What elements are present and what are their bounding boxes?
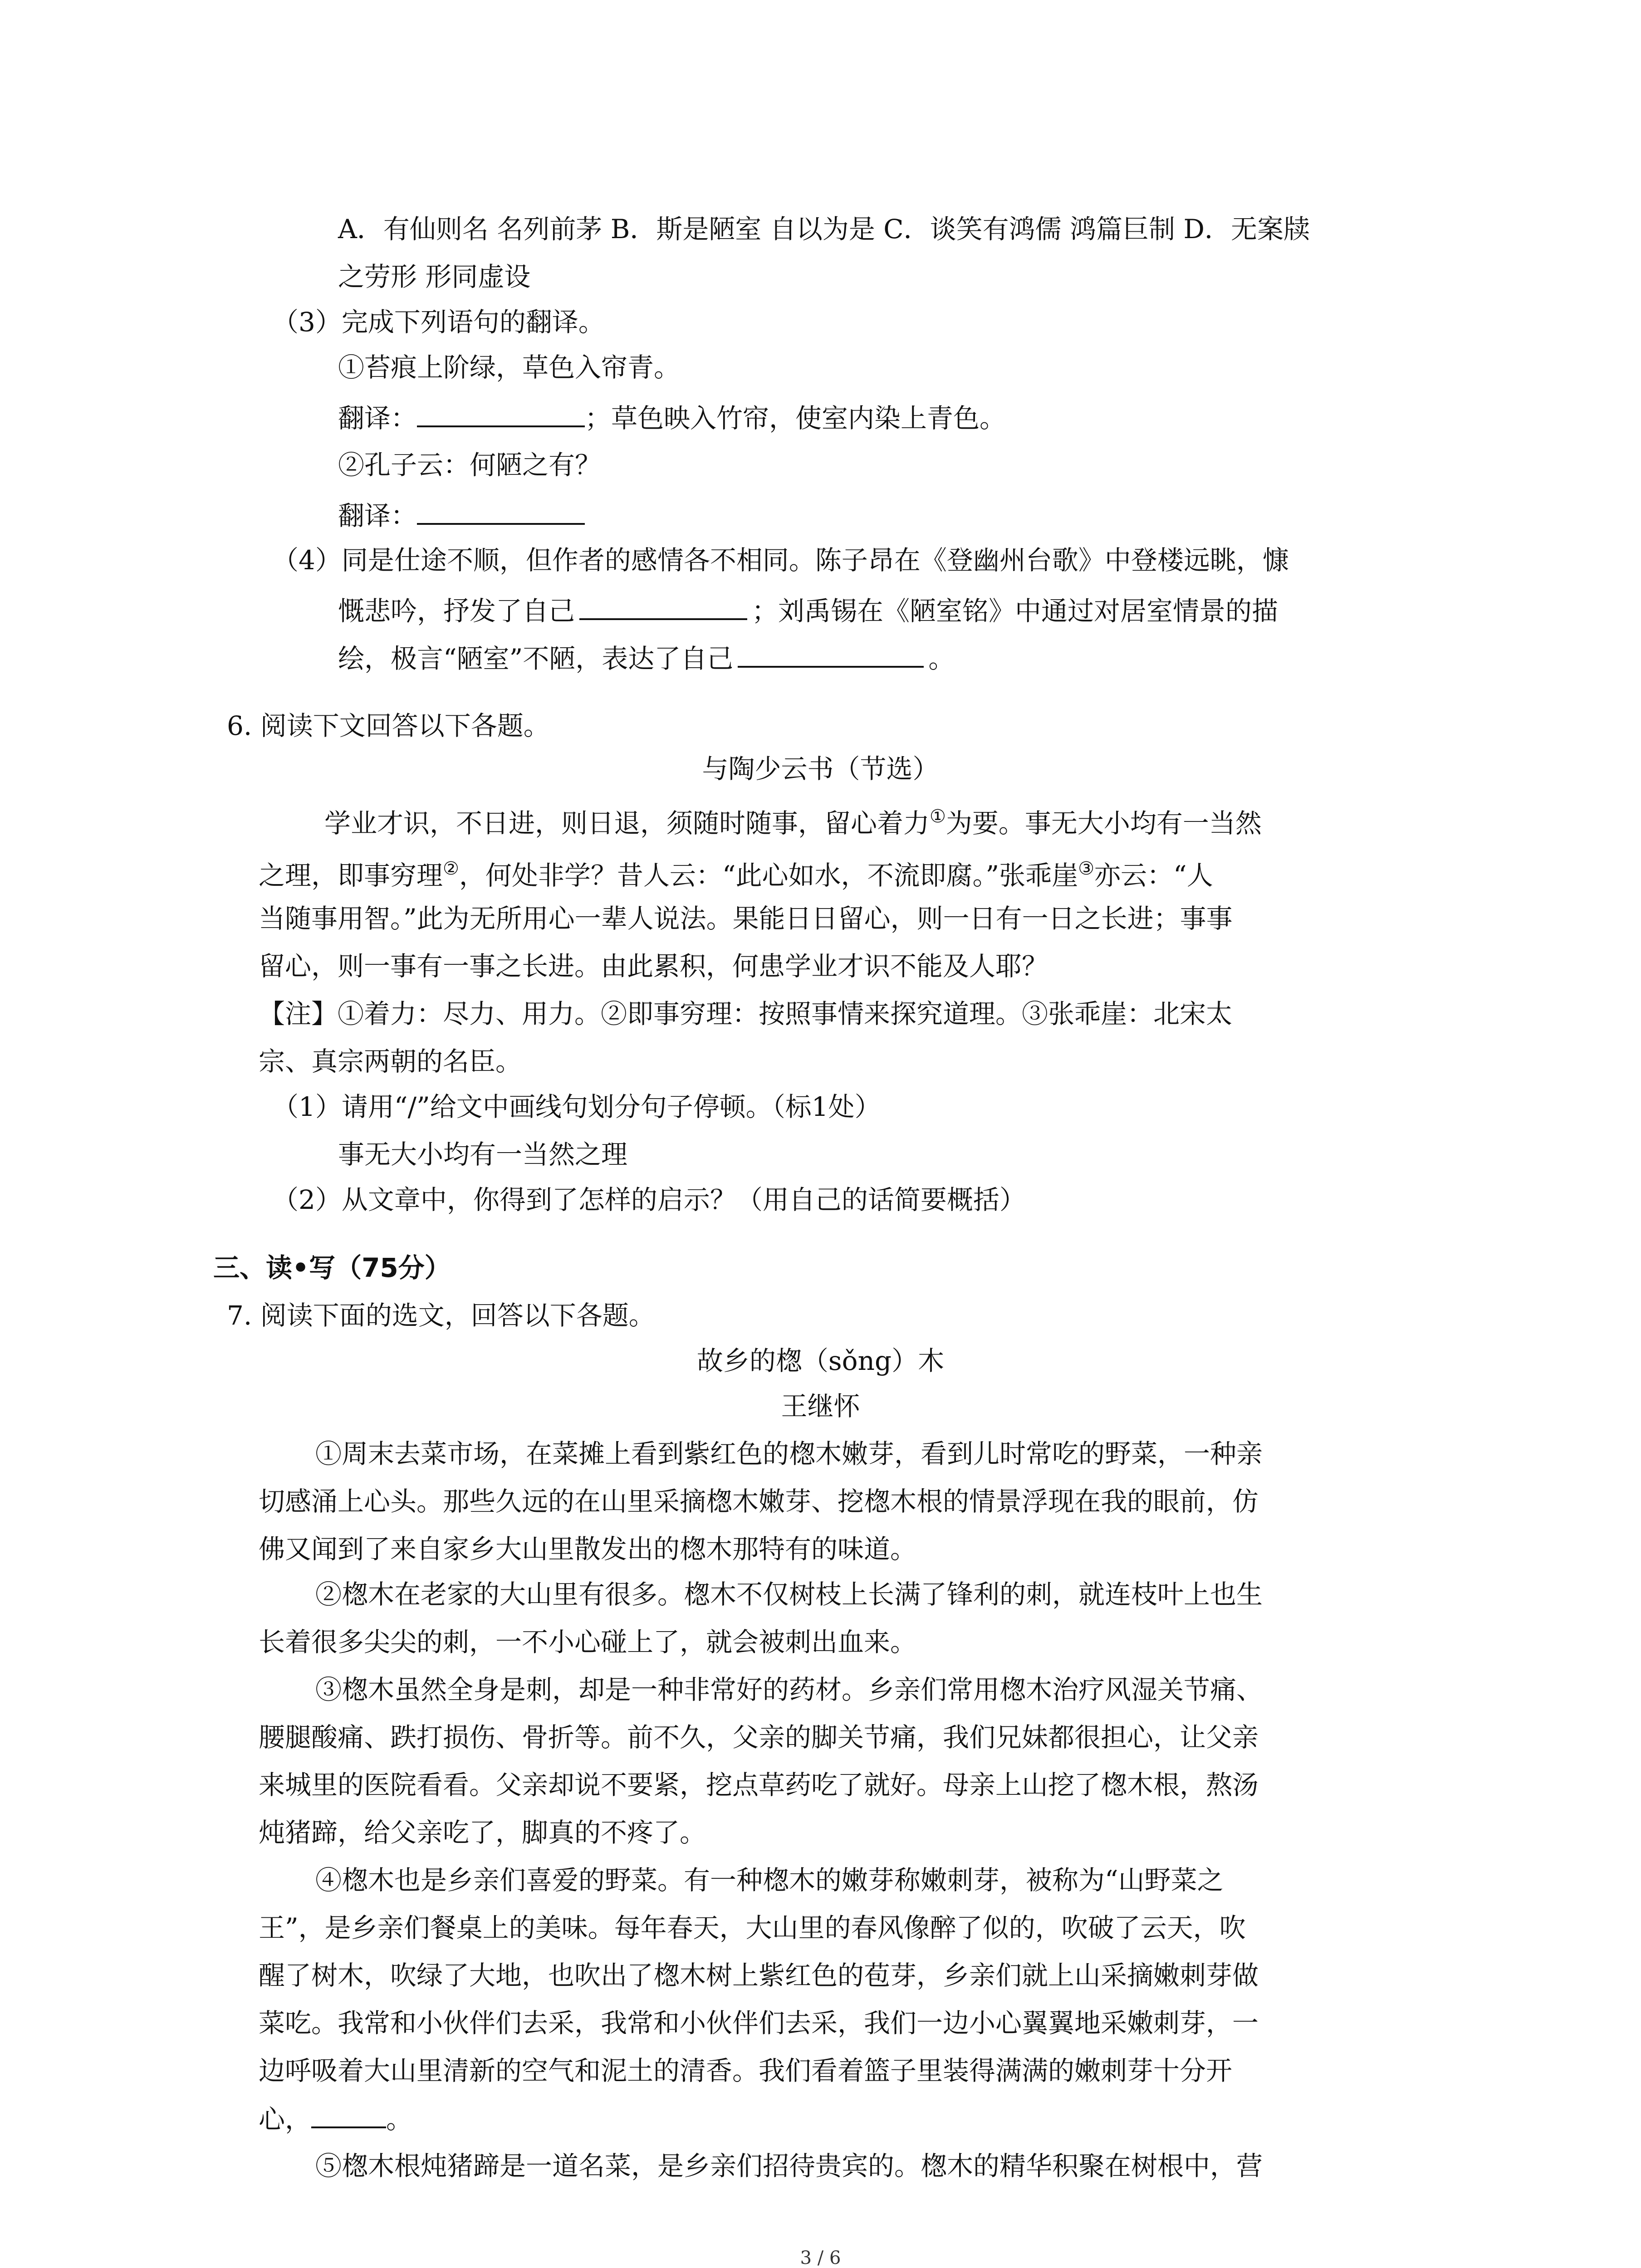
q7-line: 长着很多尖尖的刺，一不小心碰上了，就会被刺出血来。: [259, 1627, 917, 1657]
q7-line: ②楤木在老家的大山里有很多。楤木不仅树枝上长满了锋利的刺，就连枝叶上也生: [315, 1579, 1263, 1610]
q7-blank[interactable]: [311, 2100, 386, 2128]
q5-options-line2: 之劳形 形同虚设: [338, 261, 531, 292]
q7-line: 菜吃。我常和小伙伴们去采，我常和小伙伴们去采，我们一边小心翼翼地采嫩刺芽，一: [259, 2008, 1259, 2038]
q7-line: ①周末去菜市场，在菜摊上看到紫红色的楤木嫩芽，看到儿时常吃的野菜，一种亲: [315, 1438, 1263, 1469]
translation1-blank[interactable]: [417, 399, 585, 427]
q7-line: ④楤木也是乡亲们喜爱的野菜。有一种楤木的嫩芽称嫩刺芽，被称为“山野菜之: [315, 1865, 1224, 1896]
q6-1: （1）请用“/”给文中画线句划分句子停顿。（标1处）: [272, 1091, 881, 1122]
q6-passage-line2: [259, 850, 1213, 894]
q7-line: 醒了树木，吹绿了大地，也吹出了楤木树上紫红色的苞芽，乡亲们就上山采摘嫩刺芽做: [259, 1960, 1259, 1991]
q5-4-blank2[interactable]: [738, 640, 924, 668]
q6-p1-b: 为要。事无大小均有一当然: [945, 808, 1262, 839]
translation1-suffix: ；草色映入竹帘，使室内染上青色。: [585, 403, 1006, 434]
q7-title: 故乡的楤（sǒng）木: [696, 1345, 945, 1376]
q7-line: 来城里的医院看看。父亲却说不要紧，挖点草药吃了就好。母亲上山挖了楤木根，熬汤: [259, 1769, 1259, 1800]
translation2-prefix: 翻译：: [338, 500, 417, 531]
note-mark-2: ②: [443, 858, 459, 879]
q6-p1-a: 学业才识，不日进，则日退，须随时随事，留心着力: [324, 808, 930, 839]
q7-line15-text: 心，: [259, 2104, 312, 2135]
q7-line: 佛又闻到了来自家乡大山里散发出的楤木那特有的味道。: [259, 1534, 917, 1564]
section-heading: 三、读•写（75分）: [213, 1252, 451, 1283]
q6-2: （2）从文章中，你得到了怎样的启示？（用自己的话简要概括）: [272, 1184, 1026, 1215]
q6-passage-line4: 留心，则一事有一事之长进。由此累积，何患学业才识不能及人耶？: [259, 951, 1048, 982]
q5-options-line1: A．有仙则名 名列前茅 B．斯是陋室 自以为是 C．谈笑有鸿儒 鸿篇巨制 D．无案牍: [338, 214, 1310, 244]
note-mark-3: ③: [1078, 858, 1095, 879]
q6-p2-a: 之理，即事穷理: [259, 860, 443, 891]
q6-title: 与陶少云书（节选）: [702, 753, 939, 784]
q5-3-translation1: [338, 399, 1006, 436]
q6-passage-line3: 当随事用智。”此为无所用心一辈人说法。果能日日留心，则一日有一日之长进；事事: [259, 903, 1233, 934]
q6-p2-b: ，何处非学？昔人云：“此心如水，不流即腐。”张乖崖: [459, 860, 1078, 891]
q6-notes-line1: 【注】①着力：尽力、用力。②即事穷理：按照事情来探究道理。③张乖崖：北宋太: [259, 998, 1233, 1029]
q7-line: 腰腿酸痛、跌打损伤、骨折等。前不久，父亲的脚关节痛，我们兄妹都很担心，让父亲: [259, 1722, 1259, 1753]
q7-line: 炖猪蹄，给父亲吃了，脚真的不疼了。: [259, 1817, 706, 1848]
translation2-blank[interactable]: [417, 497, 585, 525]
q7-line-with-blank: [259, 2100, 412, 2137]
q5-4-line3: [338, 640, 955, 677]
q6-1-sentence: 事无大小均有一当然之理: [338, 1139, 628, 1170]
q5-3-title: （3）完成下列语句的翻译。: [272, 307, 605, 337]
q5-4-line2: [338, 592, 1278, 629]
q5-4-blank1[interactable]: [579, 592, 747, 620]
q6-stem: 6. 阅读下文回答以下各题。: [227, 710, 550, 741]
q7-line: 边呼吸着大山里清新的空气和泥土的清香。我们看着篮子里装得满满的嫩刺芽十分开: [259, 2055, 1233, 2086]
q7-stem: 7. 阅读下面的选文，回答以下各题。: [227, 1300, 655, 1331]
q6-passage-line1: [324, 798, 1262, 841]
q6-p2-c: 亦云：“人: [1094, 860, 1213, 891]
q7-author: 王继怀: [781, 1391, 860, 1422]
q6-notes-line2: 宗、真宗两朝的名臣。: [259, 1046, 522, 1077]
q5-3-item2: ②孔子云：何陋之有？: [338, 450, 602, 480]
q5-4-line2-a: 慨悲吟，抒发了自己: [338, 596, 575, 626]
translation1-prefix: 翻译：: [338, 403, 417, 434]
q5-4-line1: （4）同是仕途不顺，但作者的感情各不相同。陈子昂在《登幽州台歌》中登楼远眺，慷: [272, 545, 1289, 576]
q7-line: 切感涌上心头。那些久远的在山里采摘楤木嫩芽、挖楤木根的情景浮现在我的眼前，仿: [259, 1486, 1259, 1517]
q7-line: 王”，是乡亲们餐桌上的美味。每年春天，大山里的春风像醉了似的，吹破了云天，吹: [259, 1912, 1246, 1943]
note-mark-1: ①: [930, 806, 946, 827]
q5-4-line2-b: ；刘禹锡在《陋室铭》中通过对居室情景的描: [752, 596, 1279, 626]
q7-line: ⑤楤木根炖猪蹄是一道名菜，是乡亲们招待贵宾的。楤木的精华积聚在树根中，营: [315, 2151, 1263, 2181]
q7-line: ③楤木虽然全身是刺，却是一种非常好的药材。乡亲们常用楤木治疗风湿关节痛、: [315, 1674, 1263, 1705]
q5-3-item1: ①苔痕上阶绿，草色入帘青。: [338, 352, 681, 383]
q5-4-line3-a: 绘，极言“陋室”不陋，表达了自己: [338, 643, 734, 674]
q7-line15-end: 。: [386, 2104, 413, 2135]
q5-4-line3-b: 。: [928, 643, 955, 674]
q5-3-translation2: [338, 497, 585, 534]
page-number: 3 / 6: [800, 2248, 841, 2268]
